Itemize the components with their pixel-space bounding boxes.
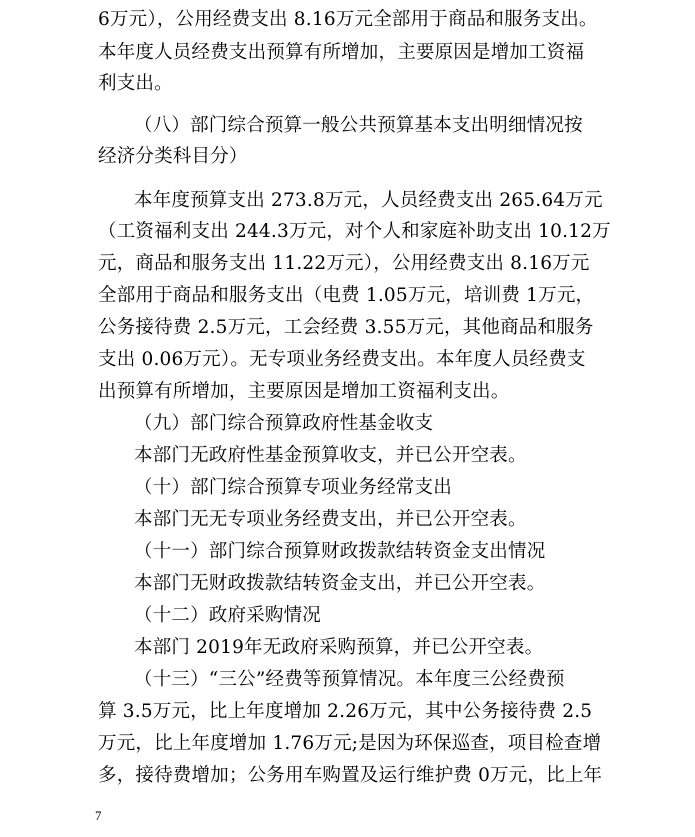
text-line-6: 本年度预算支出 273.8万元，人员经费支出 265.64万元: [134, 190, 603, 211]
section-heading-13: （十三）“三公”经费等预算情况。本年度三公经费预: [134, 669, 565, 690]
text-line-7: （工资福利支出 244.3万元，对个人和家庭补助支出 10.12万: [98, 221, 611, 242]
text-line-1: 6万元），公用经费支出 8.16万元全部用于商品和服务支出。: [98, 9, 598, 30]
section-heading-12: （十二）政府采购情况: [134, 605, 322, 626]
text-line-18: 本部门无财政拨款结转资金支出，并已公开空表。: [134, 573, 546, 594]
section-heading-11: （十一）部门综合预算财政拨款结转资金支出情况: [134, 541, 546, 562]
text-line-9: 全部用于商品和服务支出（电费 1.05万元，培训费 1万元，: [98, 285, 595, 306]
section-heading-9: （九）部门综合预算政府性基金收支: [134, 413, 434, 434]
text-line-16: 本部门无无专项业务经费支出，并已公开空表。: [134, 509, 527, 530]
page-number: 7: [95, 808, 102, 823]
text-line-8: 元，商品和服务支出 11.22万元），公用经费支出 8.16万元: [98, 253, 590, 274]
text-line-24: 多，接待费增加；公务用车购置及运行维护费 0万元，比上年: [98, 765, 603, 786]
text-line-3: 利支出。: [98, 73, 173, 94]
section-heading-10: （十）部门综合预算专项业务经常支出: [134, 477, 452, 498]
text-line-14: 本部门无政府性基金预算收支，并已公开空表。: [134, 445, 527, 466]
text-line-20: 本部门 2019年无政府采购预算，并已公开空表。: [134, 637, 544, 658]
text-line-22: 算 3.5万元，比上年度增加 2.26万元，其中公务接待费 2.5: [98, 701, 593, 722]
text-line-23: 万元，比上年度增加 1.76万元;是因为环保巡查，项目检查增: [98, 733, 602, 754]
section-heading-8: （八）部门综合预算一般公共预算基本支出明细情况按: [134, 115, 583, 136]
text-line-12: 出预算有所增加，主要原因是增加工资福利支出。: [98, 381, 510, 402]
text-line-11: 支出 0.06万元）。无专项业务经费支出。本年度人员经费支: [98, 349, 586, 370]
text-line-2: 本年度人员经费支出预算有所增加，主要原因是增加工资福: [98, 42, 585, 63]
section-heading-8-continued: 经济分类科目分）: [98, 146, 248, 167]
text-line-10: 公务接待费 2.5万元，工会经费 3.55万元，其他商品和服务: [98, 317, 594, 338]
